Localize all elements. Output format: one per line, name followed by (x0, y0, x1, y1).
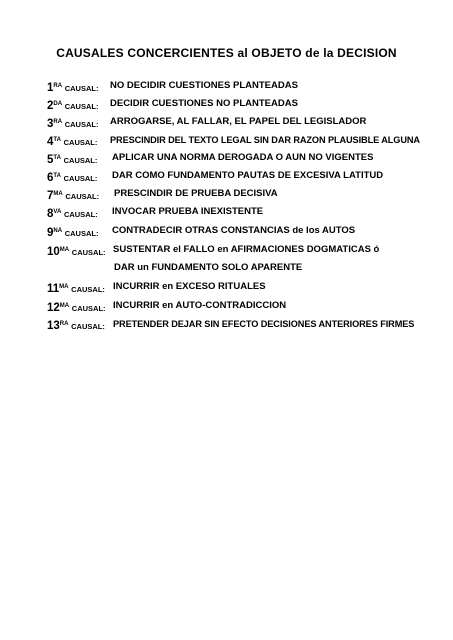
causal-ordinal-suffix: MA (53, 191, 63, 197)
causal-ordinal-suffix: MA (59, 284, 69, 290)
causal-ordinal-suffix: VA (53, 209, 62, 215)
causal-ordinal-suffix: TA (53, 173, 61, 179)
causal-item-8 (47, 206, 264, 221)
causal-ordinal-suffix: DA (53, 101, 63, 107)
causal-number: 9 (47, 227, 54, 239)
causal-item-6 (47, 170, 384, 185)
causal-label: CAUSAL: (64, 120, 99, 129)
causal-item-5 (47, 152, 374, 167)
causal-number: 1 (47, 82, 54, 94)
causal-ordinal-suffix: NA (53, 228, 63, 234)
causal-item-9 (47, 225, 356, 240)
causal-ordinal-suffix: MA (59, 247, 70, 253)
causal-item-2 (47, 98, 298, 113)
causal-ordinal-suffix: TA (53, 155, 61, 161)
causal-item-13 (47, 318, 415, 333)
causal-text: INVOCAR PRUEBA INEXISTENTE (112, 206, 264, 217)
causal-label: CAUSAL: (63, 156, 98, 165)
causal-text: CONTRADECIR OTRAS CONSTANCIAS de los AUTOS (112, 225, 356, 236)
causal-number: 10 (47, 246, 60, 258)
document-title: CAUSALES CONCERCIENTES al OBJETO de la DECISION (56, 46, 397, 60)
causal-label: CAUSAL: (63, 138, 98, 147)
causal-ordinal-suffix: TA (53, 137, 61, 143)
causal-label: CAUSAL: (71, 322, 105, 331)
causal-item-11 (47, 281, 266, 296)
causal-item-4 (47, 134, 420, 149)
causal-number: 2 (47, 100, 54, 112)
causal-text: DAR COMO FUNDAMENTO PAUTAS DE EXCESIVA LATITUD (112, 170, 384, 181)
causal-label: CAUSAL: (64, 84, 99, 93)
causal-number: 13 (47, 320, 60, 332)
causal-text: PRETENDER DEJAR SIN EFECTO DECISIONES ANTERIORES FIRMES (113, 319, 415, 329)
causal-text: SUSTENTAR el FALLO en AFIRMACIONES DOGMATICAS ó (113, 244, 380, 255)
causal-label: CAUSAL: (63, 210, 98, 219)
causal-number: 12 (47, 302, 60, 314)
causal-ordinal-suffix: RA (53, 83, 63, 89)
causal-number: 11 (47, 283, 60, 295)
causal-text: PRESCINDIR DEL TEXTO LEGAL SIN DAR RAZON PLAUSIBLE ALGUNA (110, 135, 420, 145)
causal-item-1 (47, 80, 298, 95)
causal-item-3 (47, 116, 367, 131)
causal-number: 4 (47, 136, 54, 148)
causal-ordinal-suffix: MA (59, 303, 70, 309)
causal-text-continuation: DAR un FUNDAMENTO SOLO APARENTE (114, 262, 303, 273)
causal-ordinal-suffix: RA (53, 119, 63, 125)
causal-number: 8 (47, 208, 54, 220)
causal-label: CAUSAL: (63, 174, 98, 183)
causal-label: CAUSAL: (65, 192, 100, 201)
causal-number: 6 (47, 172, 54, 184)
causal-number: 7 (47, 190, 54, 202)
causal-text: PRESCINDIR DE PRUEBA DECISIVA (114, 188, 278, 199)
causal-text: DECIDIR CUESTIONES NO PLANTEADAS (110, 98, 298, 109)
causal-number: 5 (47, 154, 54, 166)
causal-label: CAUSAL: (64, 102, 99, 111)
causal-label: CAUSAL: (71, 285, 105, 294)
causal-label: CAUSAL: (64, 229, 99, 238)
causal-text: ARROGARSE, AL FALLAR, EL PAPEL DEL LEGISLADOR (110, 116, 367, 127)
causal-text: APLICAR UNA NORMA DEROGADA O AUN NO VIGENTES (112, 152, 374, 163)
causal-text: NO DECIDIR CUESTIONES PLANTEADAS (110, 80, 298, 91)
causal-label: CAUSAL: (71, 248, 106, 257)
causal-number: 3 (47, 118, 54, 130)
causal-text: INCURRIR en AUTO-CONTRADICCION (113, 300, 287, 311)
causal-label: CAUSAL: (71, 304, 106, 313)
causal-item-12 (47, 300, 287, 315)
causal-ordinal-suffix: RA (59, 321, 69, 327)
causal-item-10 (47, 244, 380, 259)
causal-item-7 (47, 188, 278, 203)
causal-text: INCURRIR en EXCESO RITUALES (113, 281, 266, 292)
